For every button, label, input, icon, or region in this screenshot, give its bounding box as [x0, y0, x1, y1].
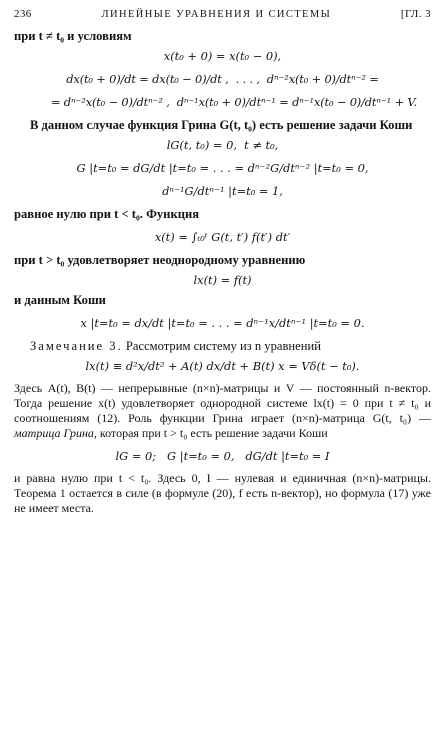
chapter-label: [ГЛ. 3 [400, 8, 431, 20]
formula-initial-conditions-G: G |t=t₀ = dG/dt |t=t₀ = . . . = dⁿ⁻²G/dtⁿ⁻² |t=t₀ = 0, [76, 161, 369, 175]
text-line-4: и данным Коши [14, 293, 106, 307]
paragraph-final: и равна нулю при t < t₀. Здесь 0, I — нулевая и единичная (n×n)-матрицы. Теорема 1 остается в силе (в формуле (20), f есть n-вектор), но формула (17) уже не имеет места. [14, 471, 431, 515]
text-line-3: при t > t₀ удовлетворяет неоднородному уравнению [14, 253, 306, 267]
formula-inhomogeneous: lx(t) = f(t) [193, 273, 252, 287]
page-number: 236 [14, 8, 32, 20]
text-line-1: при t ≠ t₀ и условиям [14, 29, 132, 43]
running-title: ЛИНЕЙНЫЕ УРАВНЕНИЯ И СИСТЕМЫ [101, 9, 332, 20]
formula-derivative-conditions-1: dx(t₀ + 0)/dt = dx(t₀ − 0)/dt , . . . , dⁿ⁻²x(t₀ + 0)/dtⁿ⁻² = [66, 72, 379, 86]
running-header [14, 6, 431, 23]
paragraph-green-function: В данном случае функция Грина G(t, t₀) есть решение задачи Коши [30, 118, 413, 132]
remark-3 [14, 338, 431, 354]
formula-cauchy-data: x |t=t₀ = dx/dt |t=t₀ = . . . = dⁿ⁻¹x/dtⁿ⁻¹ |t=t₀ = 0. [80, 316, 365, 330]
formula-continuity: x(t₀ + 0) = x(t₀ − 0), [163, 49, 282, 63]
term-green-matrix: матрица Грина [14, 426, 94, 440]
remark-label: Замечание 3. [30, 339, 123, 353]
formula-solution-integral: x(t) = ∫ₜ₀ᵗ G(t, t′) f(t′) dt′ [154, 230, 291, 244]
formula-system: lx(t) ≡ d²x/dt² + A(t) dx/dt + B(t) x = Vδ(t − t₀). [85, 359, 360, 373]
paragraph-system-part-1: Здесь A(t), B(t) — непрерывные (n×n)-матрицы и V — постоянный n-вектор. Тогда решение x(t) удовлетворяет однородной системе lx(t) = 0 при t ≠ t₀ и соотношениям (12). Роль функции Грина играет (n×n)-матрица G(t, t₀) — [14, 381, 431, 425]
formula-homogeneous-G: lG(t, t₀) = 0, t ≠ t₀, [166, 138, 279, 152]
paragraph-system-part-2: , которая при t > t₀ есть решение задачи Коши [93, 426, 328, 440]
formula-jump-condition-G: dⁿ⁻¹G/dtⁿ⁻¹ |t=t₀ = 1, [162, 184, 283, 198]
text-line-2: равное нулю при t < t₀. Функция [14, 207, 200, 221]
paragraph-system [14, 381, 431, 441]
formula-cauchy-matrix: lG = 0; G |t=t₀ = 0, dG/dt |t=t₀ = I [115, 449, 330, 463]
remark-text: Рассмотрим систему из n уравнений [122, 339, 321, 353]
formula-derivative-conditions-2: = dⁿ⁻²x(t₀ − 0)/dtⁿ⁻² , dⁿ⁻¹x(t₀ + 0)/dtⁿ⁻¹ = dⁿ⁻¹x(t₀ − 0)/dtⁿ⁻¹ + V. [50, 95, 417, 109]
